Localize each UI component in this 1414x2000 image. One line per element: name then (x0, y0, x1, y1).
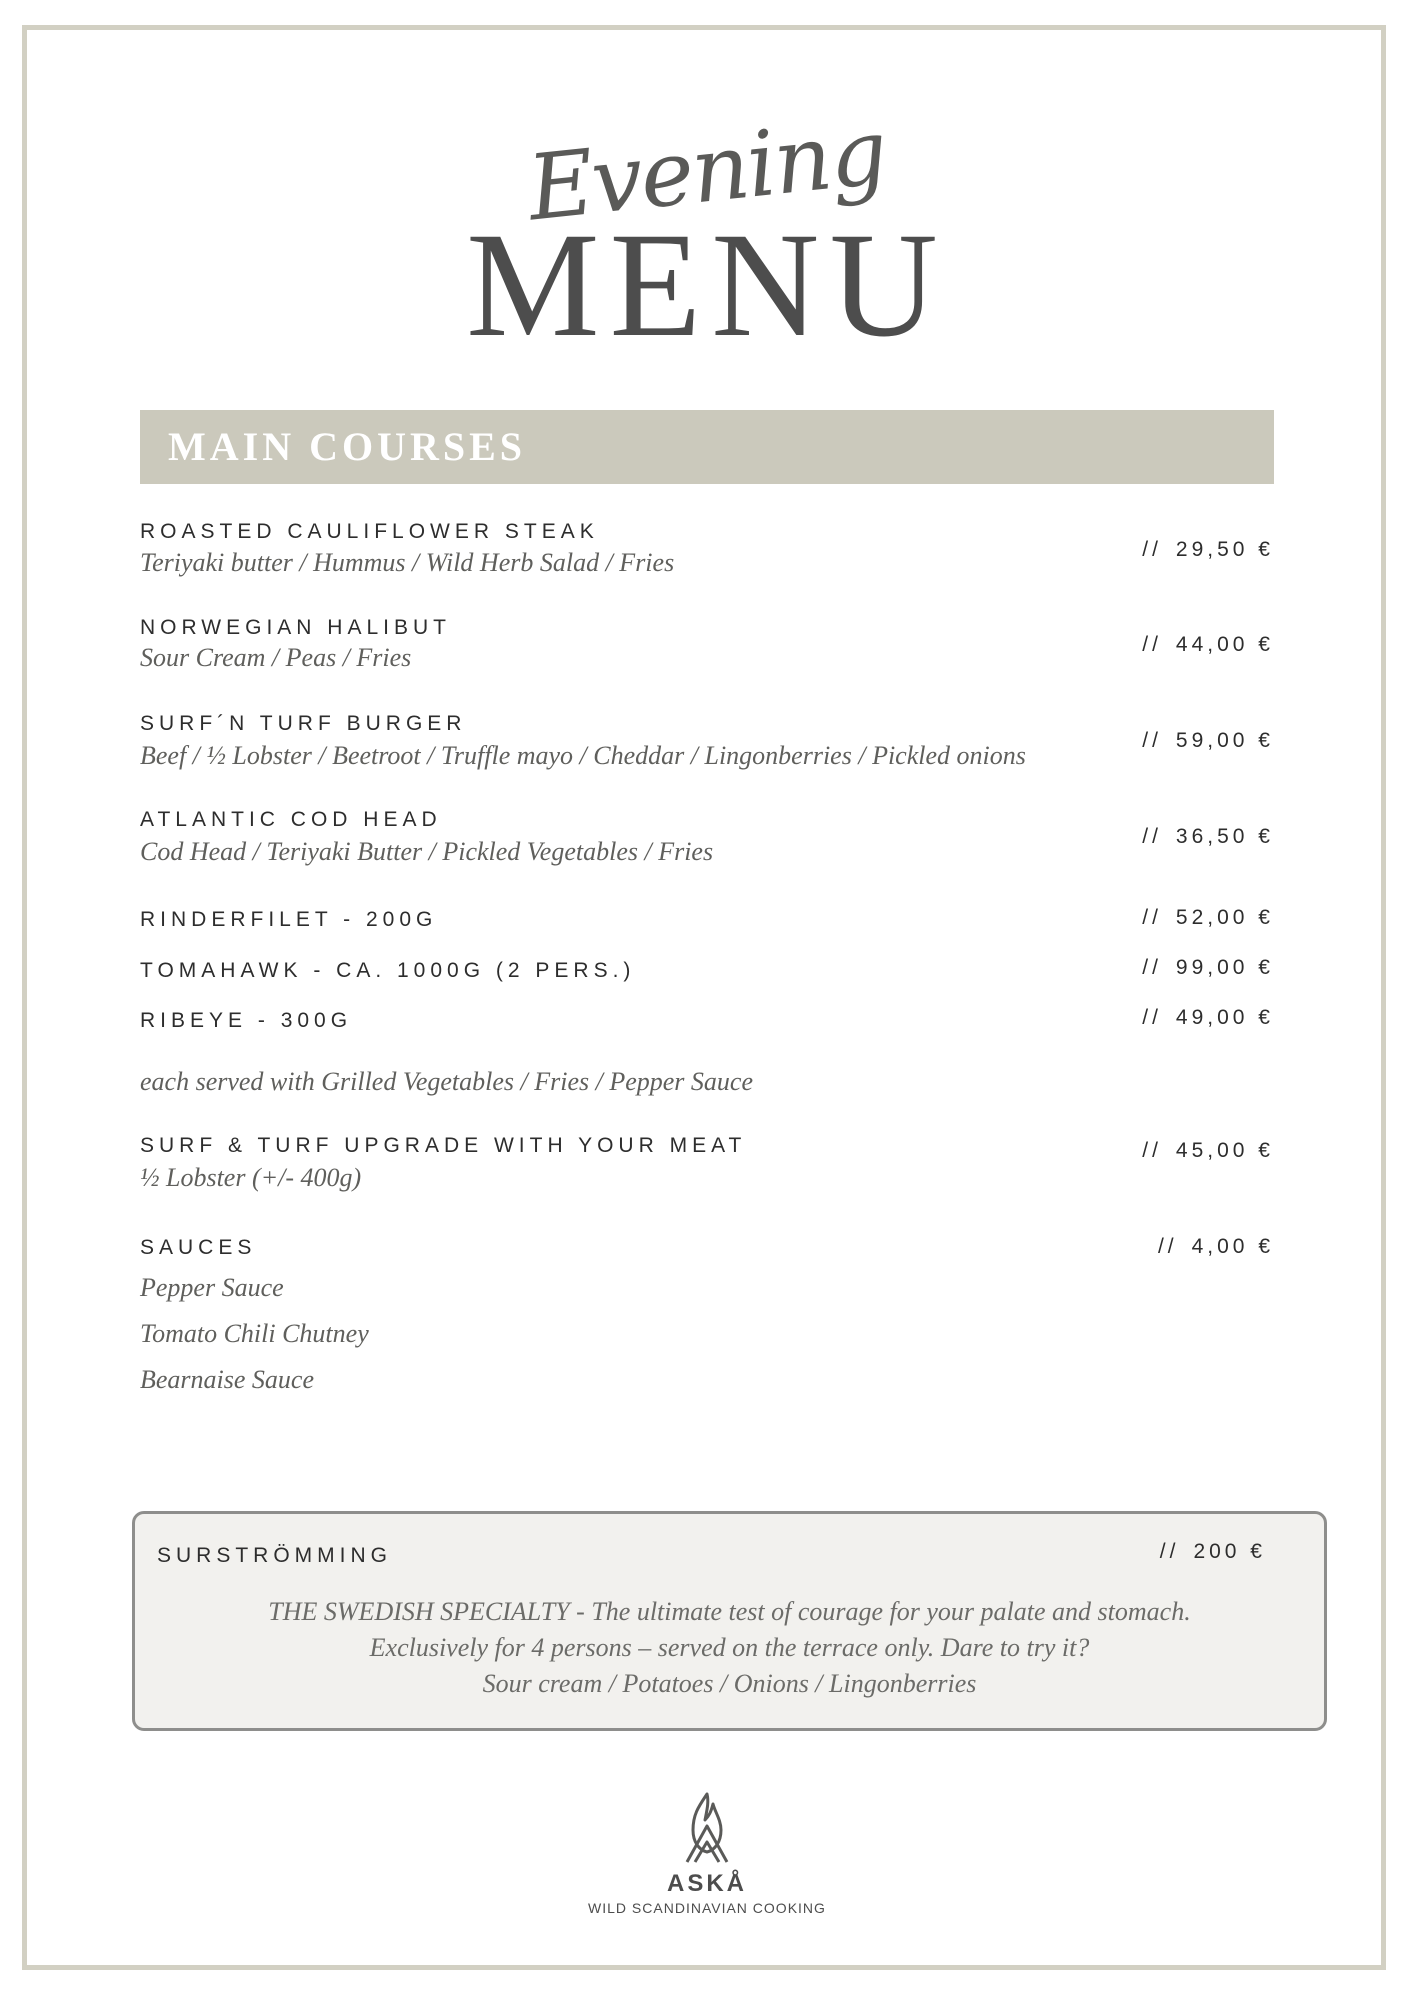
flame-icon (677, 1790, 737, 1868)
price-separator: // (1142, 538, 1162, 561)
price-separator: // (1142, 906, 1162, 929)
price-separator: // (1159, 1540, 1180, 1563)
sauces-title: SAUCES (140, 1236, 257, 1259)
price-value: 44,00 € (1175, 633, 1274, 656)
dish-price (1142, 825, 1274, 849)
price-separator: // (1157, 1235, 1178, 1258)
dish-name: SURF´N TURF BURGER (140, 712, 467, 735)
dish-description: Sour Cream / Peas / Fries (140, 643, 412, 672)
special-price (1160, 1540, 1266, 1564)
sauce-item: Bearnaise Sauce (140, 1365, 315, 1394)
price-separator: // (1142, 633, 1162, 656)
page-title: MENU (466, 202, 948, 368)
dish-price (1142, 633, 1274, 657)
price-value: 4,00 € (1191, 1235, 1274, 1258)
section-banner (140, 410, 1274, 484)
header-script-word: Evening (523, 99, 891, 242)
steak-name: RIBEYE - 300G (140, 1009, 353, 1032)
sauce-item: Pepper Sauce (140, 1273, 284, 1302)
special-box (132, 1511, 1327, 1731)
dish-price (1142, 729, 1274, 753)
price-separator: // (1142, 1006, 1162, 1029)
dish-name: ATLANTIC COD HEAD (140, 808, 442, 831)
dish-name: NORWEGIAN HALIBUT (140, 616, 451, 639)
price-value: 59,00 € (1175, 729, 1274, 752)
brand-name: ASKÅ (666, 1870, 747, 1897)
price-value: 36,50 € (1175, 825, 1274, 848)
brand-logo (0, 1790, 1414, 1916)
special-line: Exclusively for 4 persons – served on the terrace only. Dare to try it? (369, 1633, 1090, 1662)
upgrade-name: SURF & TURF UPGRADE WITH YOUR MEAT (140, 1134, 747, 1157)
price-value: 49,00 € (1175, 1006, 1274, 1029)
section-title: MAIN COURSES (168, 424, 527, 469)
price-separator: // (1142, 729, 1162, 752)
special-name: SURSTRÖMMING (157, 1544, 392, 1567)
sauces-price (1158, 1235, 1274, 1259)
steaks-note: each served with Grilled Vegetables / Fries / Pepper Sauce (140, 1067, 754, 1096)
price-value: 29,50 € (1175, 538, 1274, 561)
price-value: 200 € (1193, 1540, 1266, 1563)
brand-tagline: WILD SCANDINAVIAN COOKING (588, 1900, 826, 1916)
steak-price (1142, 906, 1274, 930)
steak-price (1142, 1006, 1274, 1030)
upgrade-price (1142, 1139, 1274, 1163)
special-line: THE SWEDISH SPECIALTY - The ultimate test of courage for your palate and stomach. (268, 1597, 1191, 1626)
steak-name: TOMAHAWK - CA. 1000G (2 PERS.) (140, 959, 636, 982)
price-value: 52,00 € (1175, 906, 1274, 929)
price-separator: // (1142, 1139, 1162, 1162)
price-value: 99,00 € (1175, 956, 1274, 979)
price-separator: // (1142, 956, 1162, 979)
steak-price (1142, 956, 1274, 980)
special-description (135, 1594, 1324, 1702)
sauce-item: Tomato Chili Chutney (140, 1319, 369, 1348)
dish-price (1142, 538, 1274, 562)
steak-name: RINDERFILET - 200G (140, 908, 438, 931)
dish-description: Teriyaki butter / Hummus / Wild Herb Salad / Fries (140, 548, 675, 577)
dish-description: Cod Head / Teriyaki Butter / Pickled Vegetables / Fries (140, 837, 714, 866)
upgrade-description: ½ Lobster (+/- 400g) (140, 1163, 362, 1192)
dish-name: ROASTED CAULIFLOWER STEAK (140, 520, 599, 543)
special-line: Sour cream / Potatoes / Onions / Lingonberries (482, 1669, 977, 1698)
dish-description: Beef / ½ Lobster / Beetroot / Truffle mayo / Cheddar / Lingonberries / Pickled onions (140, 741, 1026, 770)
price-value: 45,00 € (1175, 1139, 1274, 1162)
price-separator: // (1142, 825, 1162, 848)
